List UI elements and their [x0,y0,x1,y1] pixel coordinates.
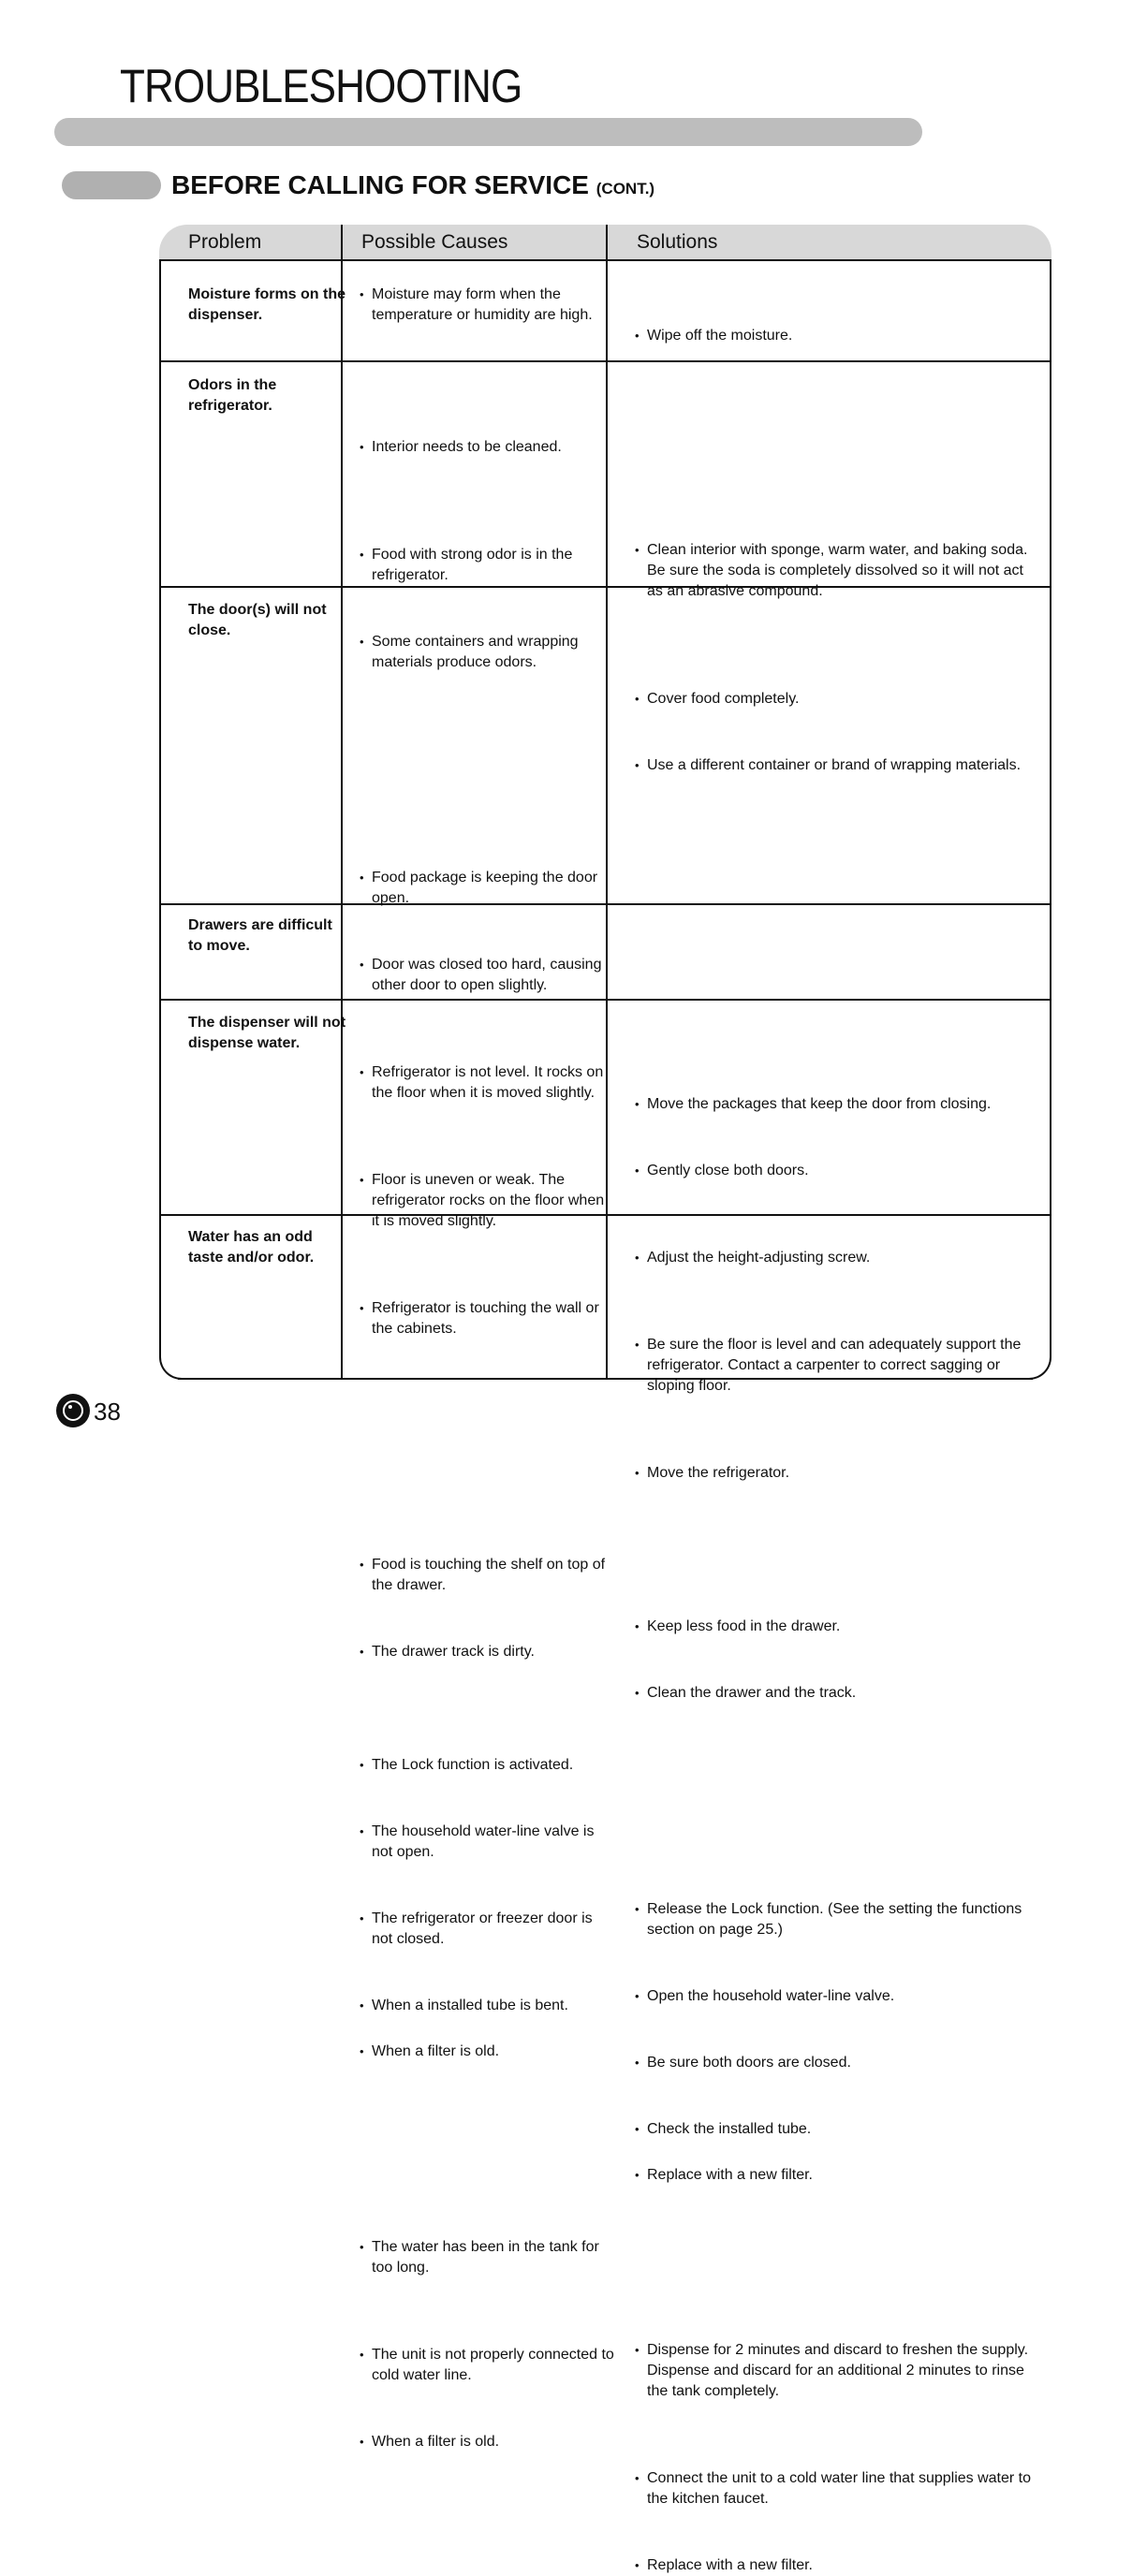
header-solutions: Solutions [637,231,718,253]
row-line [159,259,1051,261]
cause-item: • The Lock function is activated. [358,1755,615,1776]
troubleshooting-table [159,225,1051,2573]
cause-item: • Moisture may form when the temperature or humidity are high. [358,285,615,326]
solution-item: • Release the Lock function. (See the setting the functions section on page 25.) [633,1899,1040,1940]
section-heading-suffix: (CONT.) [596,180,655,198]
solution-item: • Be sure the floor is level and can adequately support the refrigerator. Contact a carpenter to correct sagging or sloping floor. [633,1335,1040,1397]
solution-item: • Check the installed tube. [633,2119,1040,2140]
table-frame-left [159,260,161,1357]
solution-item: • Replace with a new filter. [633,2555,1040,2576]
solution-item: • Keep less food in the drawer. [633,1617,1040,1637]
solution-item: • Move the refrigerator. [633,1463,1040,1484]
solution-item: • Gently close both doors. [633,1161,1040,1181]
cause-item: • The refrigerator or freezer door is not closed. [358,1909,615,1950]
cause-item: • When a filter is old. [358,2432,615,2452]
solution-item: • Be sure both doors are closed. [633,2053,1040,2073]
problem-cell: Water has an odd taste and/or odor. [188,1229,315,1266]
cause-item: • When a installed tube is bent. [358,1996,615,2016]
cause-item: • The water has been in the tank for too long. [358,2237,615,2278]
header-problem: Problem [188,231,262,253]
cause-item: • The drawer track is dirty. [358,1642,615,1662]
cause-item: • Refrigerator is not level. It rocks on the floor when it is moved slightly. [358,1062,615,1104]
section-pill-icon [62,171,161,199]
solution-item: • Dispense for 2 minutes and discard to freshen the supply. Dispense and discard for an additional 2 minutes to rinse the tank completely. [633,2340,1040,2402]
solution-item: • Open the household water-line valve. [633,1986,1040,2007]
logo-dot [68,1405,72,1409]
problem-cell: Odors in the refrigerator. [188,377,277,414]
cause-item: • Floor is uneven or weak. The refrigerator rocks on the floor when it is moved slightly. [358,1170,615,1232]
problem-cell: Moisture forms on the dispenser. [188,286,346,323]
solution-item: • Connect the unit to a cold water line that supplies water to the kitchen faucet. [633,2468,1040,2510]
cause-item: • The household water-line valve is not open. [358,1822,615,1863]
page-number: 38 [94,1398,121,1426]
row-line [159,360,1051,362]
solution-item: • Clean the drawer and the track. [633,1683,1040,1704]
header-possible-causes: Possible Causes [361,231,508,253]
cause-item: • Door was closed too hard, causing other door to open slightly. [358,955,615,996]
solution-item: • Adjust the height-adjusting screw. [633,1248,1040,1268]
logo-ring [63,1400,83,1421]
solution-item: • Clean interior with sponge, warm water, and baking soda. Be sure the soda is completely dissolved so it will not act as an abrasive compound. [633,540,1040,602]
title-underline-bar [54,118,922,146]
cause-item: • When a filter is old. [358,2042,615,2062]
cause-item: • Food with strong odor is in the refrigerator. [358,545,615,586]
problem-cell: Drawers are difficult to move. [188,917,332,954]
lg-logo-icon [56,1394,90,1427]
page-title: TROUBLESHOOTING [120,60,522,112]
cause-item: • The unit is not properly connected to cold water line. [358,2345,615,2386]
solution-item: • Wipe off the moisture. [633,326,1040,346]
problem-cell: The door(s) will not close. [188,602,327,638]
section-heading-text: BEFORE CALLING FOR SERVICE [171,170,589,199]
solution-item: • Replace with a new filter. [633,2165,1040,2186]
table-frame-right [1050,260,1051,1357]
cause-item: • Interior needs to be cleaned. [358,437,615,458]
cause-item: • Some containers and wrapping materials produce odors. [358,632,615,673]
solution-item: • Use a different container or brand of wrapping materials. [633,755,1040,776]
section-heading [171,168,654,206]
solution-item: • Cover food completely. [633,689,1040,710]
table-corner-bottom-left [159,1355,184,1380]
cause-item: • Refrigerator is touching the wall or the cabinets. [358,1298,615,1339]
row-line [159,999,1051,1001]
solution-item: • Move the packages that keep the door from closing. [633,1094,1040,1115]
problem-cell: The dispenser will not dispense water. [188,1015,346,1051]
cause-item: • Food package is keeping the door open. [358,868,615,909]
cause-item: • Food is touching the shelf on top of the drawer. [358,1555,615,1596]
